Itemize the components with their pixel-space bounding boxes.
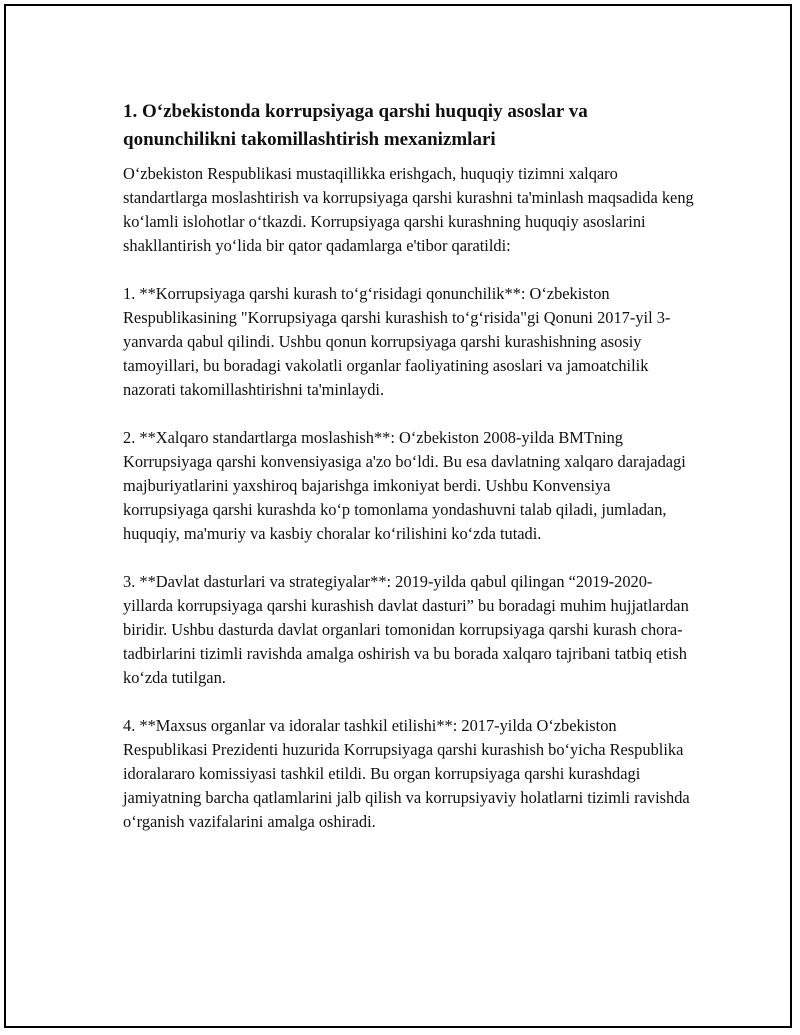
item-2-paragraph: 2. **Xalqaro standartlarga moslashish**: O‘zbekiston 2008-yilda BMTning Korrupsiyaga qarshi konvensiyasiga a'zo bo‘ldi. Bu esa davlatning xalqaro darajadagi majburiyatlarini yaxshiroq bajarishga imkoniyat berdi. Ushbu Konvensiya korrupsiyaga qarshi kurashda ko‘p tomonlama yondashuvni talab qiladi, jumladan, huquqiy, ma'muriy va kasbiy choralar ko‘rilishini ko‘zda tutadi. (123, 428, 686, 543)
item-4-paragraph: 4. **Maxsus organlar va idoralar tashkil etilishi**: 2017-yilda O‘zbekiston Respublikasi Prezidenti huzurida Korrupsiyaga qarshi kurashish bo‘yicha Respublika idoralararo komissiyasi tashkil etildi. Bu organ korrupsiyaga qarshi kurashdagi jamiyatning barcha qatlamlarini jalb qilish va korrupsiyaviy holatlarni tizimli ravishda o‘rganish vazifalarini amalga oshiradi. (123, 716, 690, 831)
page-frame (4, 4, 792, 1028)
section-heading: 1. O‘zbekistonda korrupsiyaga qarshi huquqiy asoslar va qonunchilikni takomillashtirish mexanizmlari (123, 101, 588, 150)
item-3-paragraph: 3. **Davlat dasturlari va strategiyalar**: 2019-yilda qabul qilingan “2019-2020-yillarda korrupsiyaga qarshi kurashish davlat dasturi” bu boradagi muhim hujjatlardan biridir. Ushbu dasturda davlat organlari tomonidan korrupsiyaga qarshi kurash chora-tadbirlarini tizimli ravishda amalga oshirish va bu borada xalqaro tajribani tatbiq etish ko‘zda tutilgan. (123, 572, 689, 687)
item-1-paragraph: 1. **Korrupsiyaga qarshi kurash to‘g‘risidagi qonunchilik**: O‘zbekiston Respublikasining "Korrupsiyaga qarshi kurashish to‘g‘risida"gi Qonuni 2017-yil 3-yanvarda qabul qilindi. Ushbu qonun korrupsiyaga qarshi kurashishning asosiy tamoyillari, bu boradagi vakolatli organlar faoliyatining asoslari va jamoatchilik nazorati takomillashtirishni ta'minlaydi. (123, 284, 671, 399)
intro-paragraph: O‘zbekiston Respublikasi mustaqillikka erishgach, huquqiy tizimni xalqaro standartlarga moslashtirish va korrupsiyaga qarshi kurashni ta'minlash maqsadida keng ko‘lamli islohotlar o‘tkazdi. Korrupsiyaga qarshi kurashning huquqiy asoslarini shakllantirish yo‘lida bir qator qadamlarga e'tibor qaratildi: (123, 164, 694, 255)
document-body (123, 98, 698, 858)
